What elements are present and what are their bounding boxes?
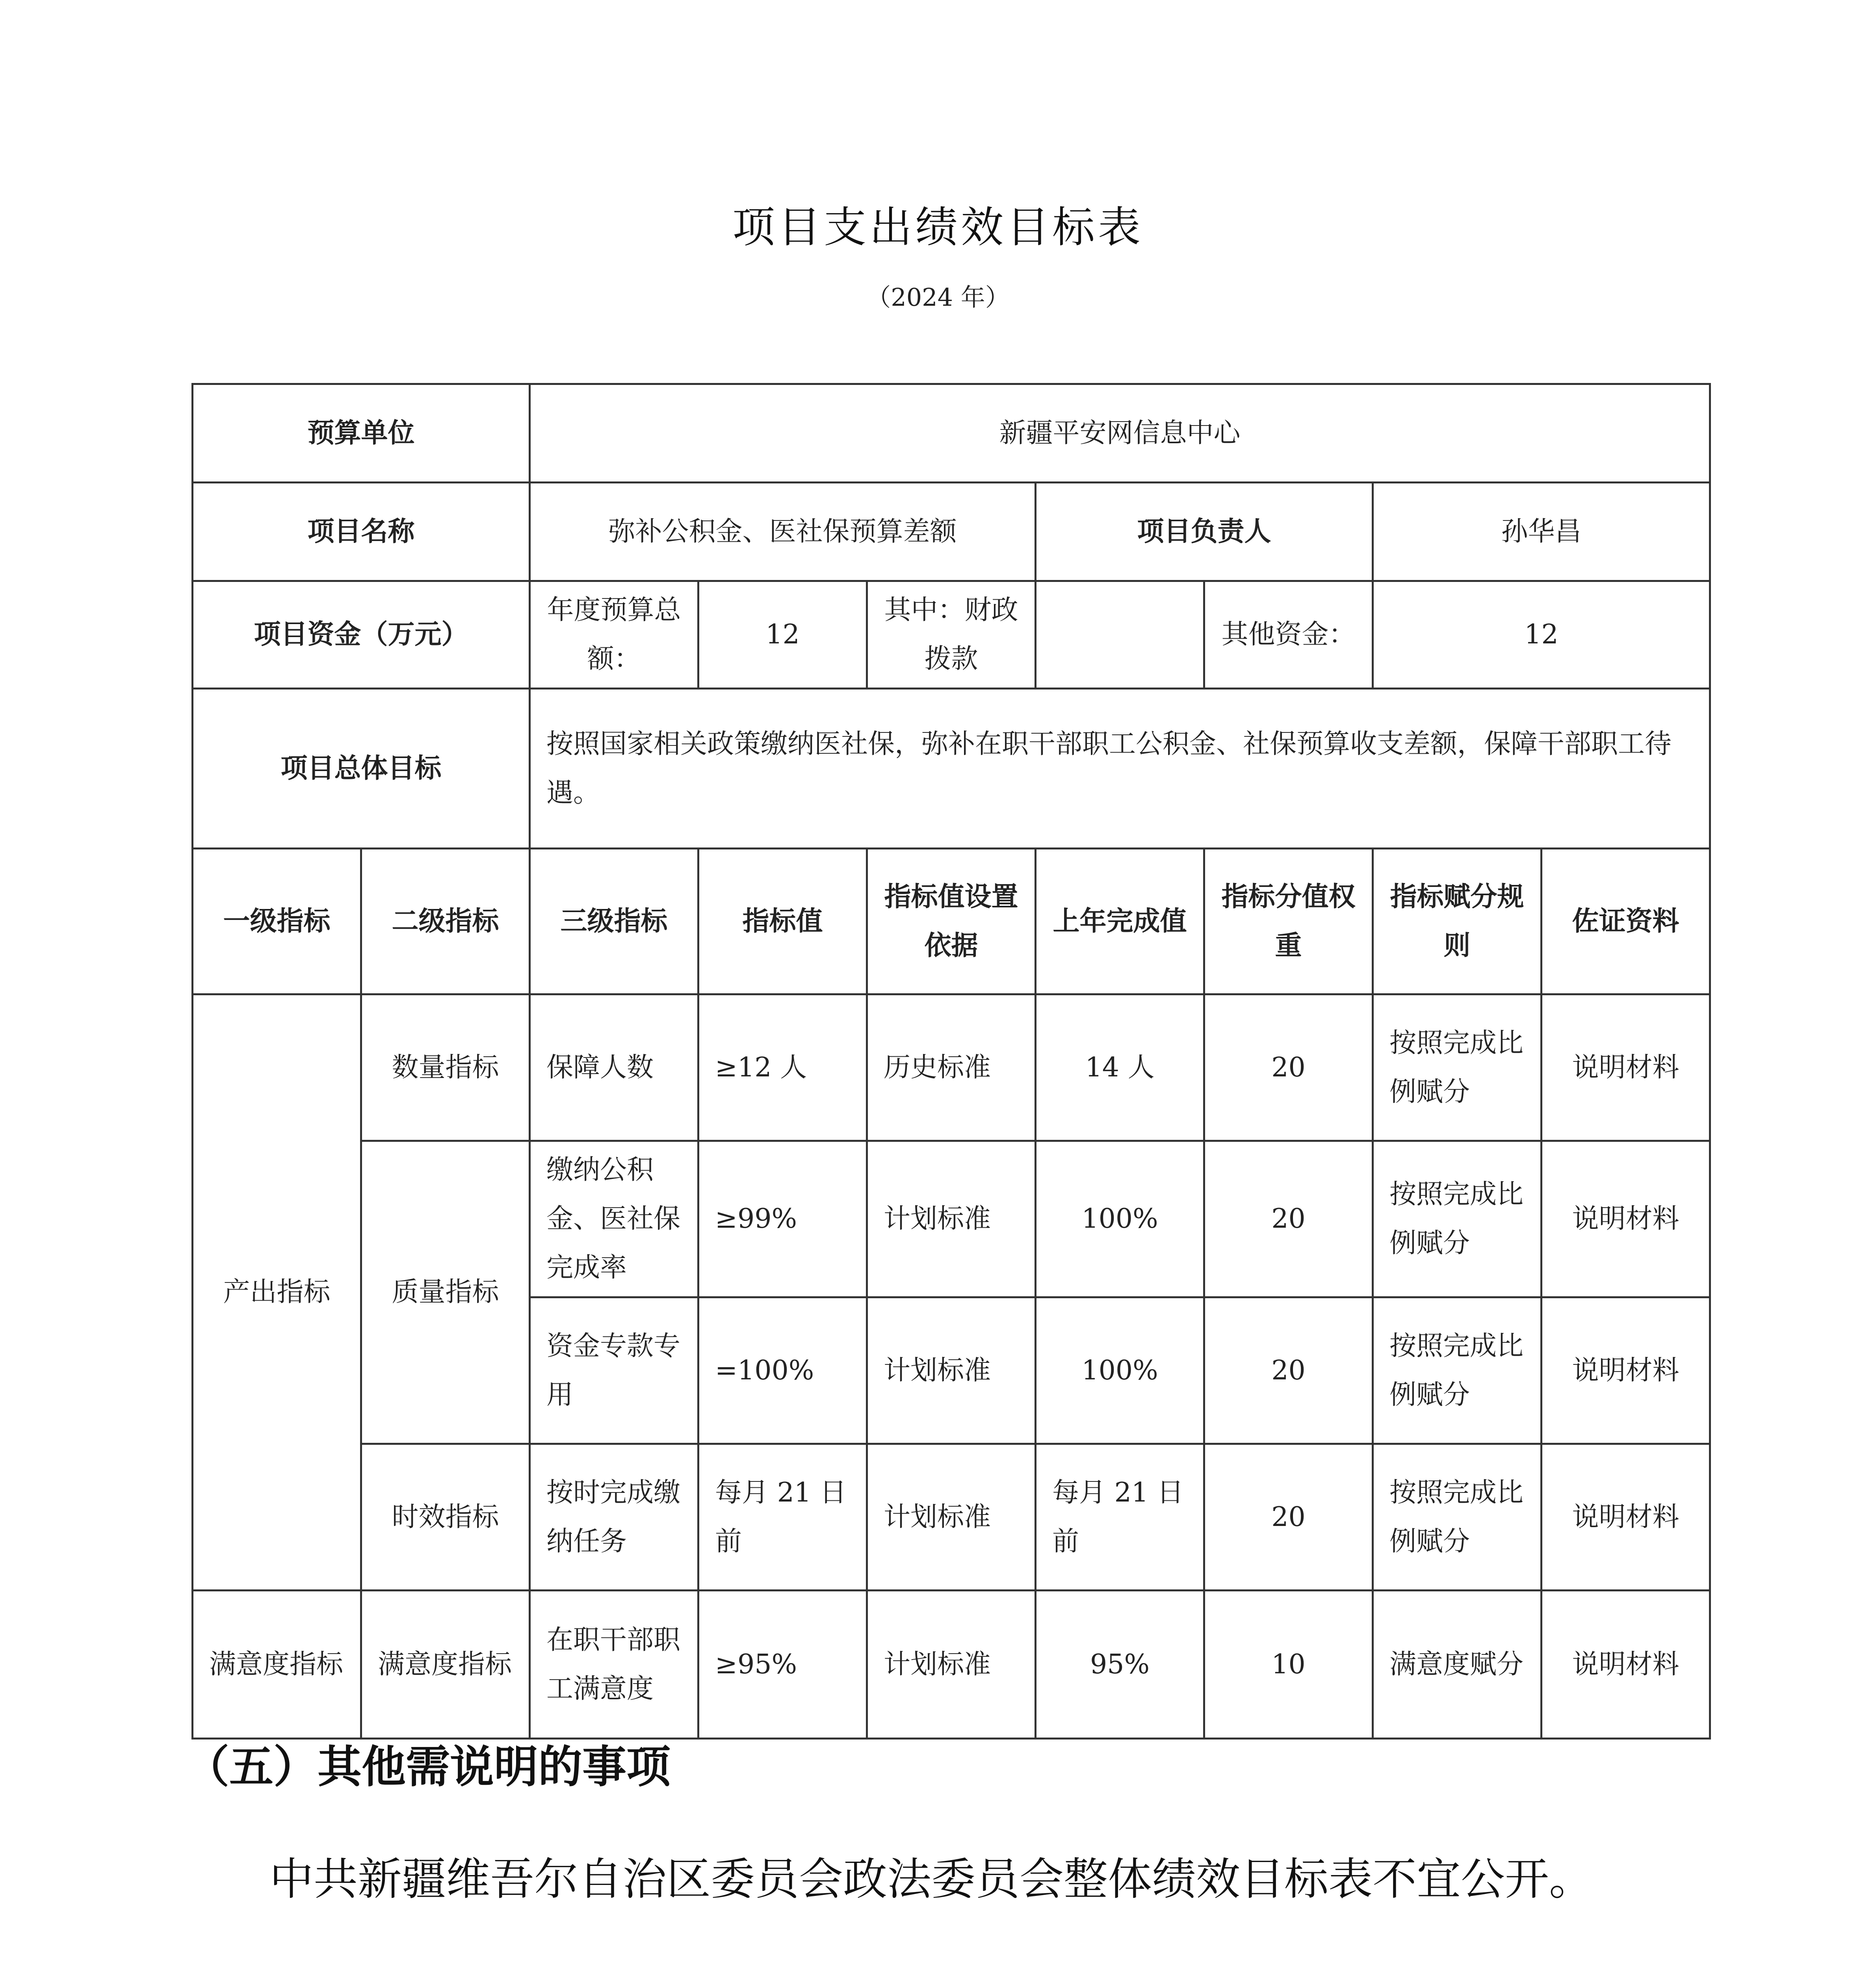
- last-year-cell: 14 人: [1036, 994, 1204, 1141]
- value-cell: ≥99%: [698, 1141, 867, 1297]
- overall-goal-label: 项目总体目标: [193, 689, 530, 849]
- level2-quality: 质量指标: [361, 1141, 530, 1444]
- weight-cell: 20: [1204, 1297, 1373, 1444]
- project-leader-label: 项目负责人: [1036, 483, 1373, 581]
- rule-cell: 按照完成比例赋分: [1373, 1141, 1542, 1297]
- table-row: [193, 483, 1710, 581]
- level2-quantity: 数量指标: [361, 994, 530, 1141]
- level3-cell: 在职干部职工满意度: [530, 1591, 698, 1739]
- rule-cell: 满意度赋分: [1373, 1591, 1542, 1739]
- level2-satisfaction: 满意度指标: [361, 1591, 530, 1739]
- evidence-cell: 说明材料: [1542, 1591, 1710, 1739]
- table-row: [193, 1141, 1710, 1297]
- fiscal-value: [1036, 581, 1204, 689]
- header-evidence: 佐证资料: [1542, 849, 1710, 994]
- header-last-year: 上年完成值: [1036, 849, 1204, 994]
- weight-cell: 20: [1204, 1141, 1373, 1297]
- section-heading: （五）其他需说明的事项: [185, 1741, 671, 1793]
- page-subtitle: （2024 年）: [866, 283, 1010, 312]
- header-rule: 指标赋分规则: [1373, 849, 1542, 994]
- table-header-row: [193, 849, 1710, 994]
- basis-cell: 计划标准: [867, 1141, 1036, 1297]
- weight-cell: 10: [1204, 1591, 1373, 1739]
- basis-cell: 历史标准: [867, 994, 1036, 1141]
- header-level1: 一级指标: [193, 849, 361, 994]
- project-leader-value: 孙华昌: [1373, 483, 1710, 581]
- last-year-cell: 100%: [1036, 1297, 1204, 1444]
- fiscal-label: 其中：财政拨款: [867, 581, 1036, 689]
- rule-cell: 按照完成比例赋分: [1373, 994, 1542, 1141]
- basis-cell: 计划标准: [867, 1297, 1036, 1444]
- table-row: [193, 581, 1710, 689]
- header-level3: 三级指标: [530, 849, 698, 994]
- evidence-cell: 说明材料: [1542, 994, 1710, 1141]
- last-year-cell: 95%: [1036, 1591, 1204, 1739]
- body-paragraph: 中共新疆维吾尔自治区委员会政法委员会整体绩效目标表不宜公开。: [269, 1854, 1593, 1905]
- header-weight: 指标分值权重: [1204, 849, 1373, 994]
- rule-cell: 按照完成比例赋分: [1373, 1297, 1542, 1444]
- weight-cell: 20: [1204, 994, 1373, 1141]
- value-cell: 每月 21 日前: [698, 1444, 867, 1591]
- level3-cell: 保障人数: [530, 994, 698, 1141]
- project-name-value: 弥补公积金、医社保预算差额: [530, 483, 1036, 581]
- level2-timeliness: 时效指标: [361, 1444, 530, 1591]
- table-row: [193, 1591, 1710, 1739]
- weight-cell: 20: [1204, 1444, 1373, 1591]
- evidence-cell: 说明材料: [1542, 1141, 1710, 1297]
- basis-cell: 计划标准: [867, 1591, 1036, 1739]
- table-row: [193, 689, 1710, 849]
- page-title: 项目支出绩效目标表: [732, 203, 1144, 252]
- table-row: [193, 384, 1710, 483]
- evidence-cell: 说明材料: [1542, 1444, 1710, 1591]
- level3-cell: 资金专款专用: [530, 1297, 698, 1444]
- last-year-cell: 每月 21 日前: [1036, 1444, 1204, 1591]
- level1-satisfaction: 满意度指标: [193, 1591, 361, 1739]
- other-funds-value: 12: [1373, 581, 1710, 689]
- value-cell: ≥95%: [698, 1591, 867, 1739]
- header-value: 指标值: [698, 849, 867, 994]
- last-year-cell: 100%: [1036, 1141, 1204, 1297]
- overall-goal-value: 按照国家相关政策缴纳医社保，弥补在职干部职工公积金、社保预算收支差额，保障干部职工待遇。: [530, 689, 1710, 849]
- annual-budget-value: 12: [698, 581, 867, 689]
- value-cell: =100%: [698, 1297, 867, 1444]
- budget-unit-value: 新疆平安网信息中心: [530, 384, 1710, 483]
- project-name-label: 项目名称: [193, 483, 530, 581]
- other-funds-label: 其他资金：: [1204, 581, 1373, 689]
- level3-cell: 缴纳公积金、医社保完成率: [530, 1141, 698, 1297]
- budget-unit-label: 预算单位: [193, 384, 530, 483]
- level1-output: 产出指标: [193, 994, 361, 1591]
- table-row: [193, 1444, 1710, 1591]
- annual-budget-label: 年度预算总额：: [530, 581, 698, 689]
- evidence-cell: 说明材料: [1542, 1297, 1710, 1444]
- level3-cell: 按时完成缴纳任务: [530, 1444, 698, 1591]
- table-row: [193, 994, 1710, 1141]
- basis-cell: 计划标准: [867, 1444, 1036, 1591]
- performance-target-table: [191, 383, 1711, 1740]
- value-cell: ≥12 人: [698, 994, 867, 1141]
- header-level2: 二级指标: [361, 849, 530, 994]
- funds-label: 项目资金（万元）: [193, 581, 530, 689]
- header-basis: 指标值设置依据: [867, 849, 1036, 994]
- rule-cell: 按照完成比例赋分: [1373, 1444, 1542, 1591]
